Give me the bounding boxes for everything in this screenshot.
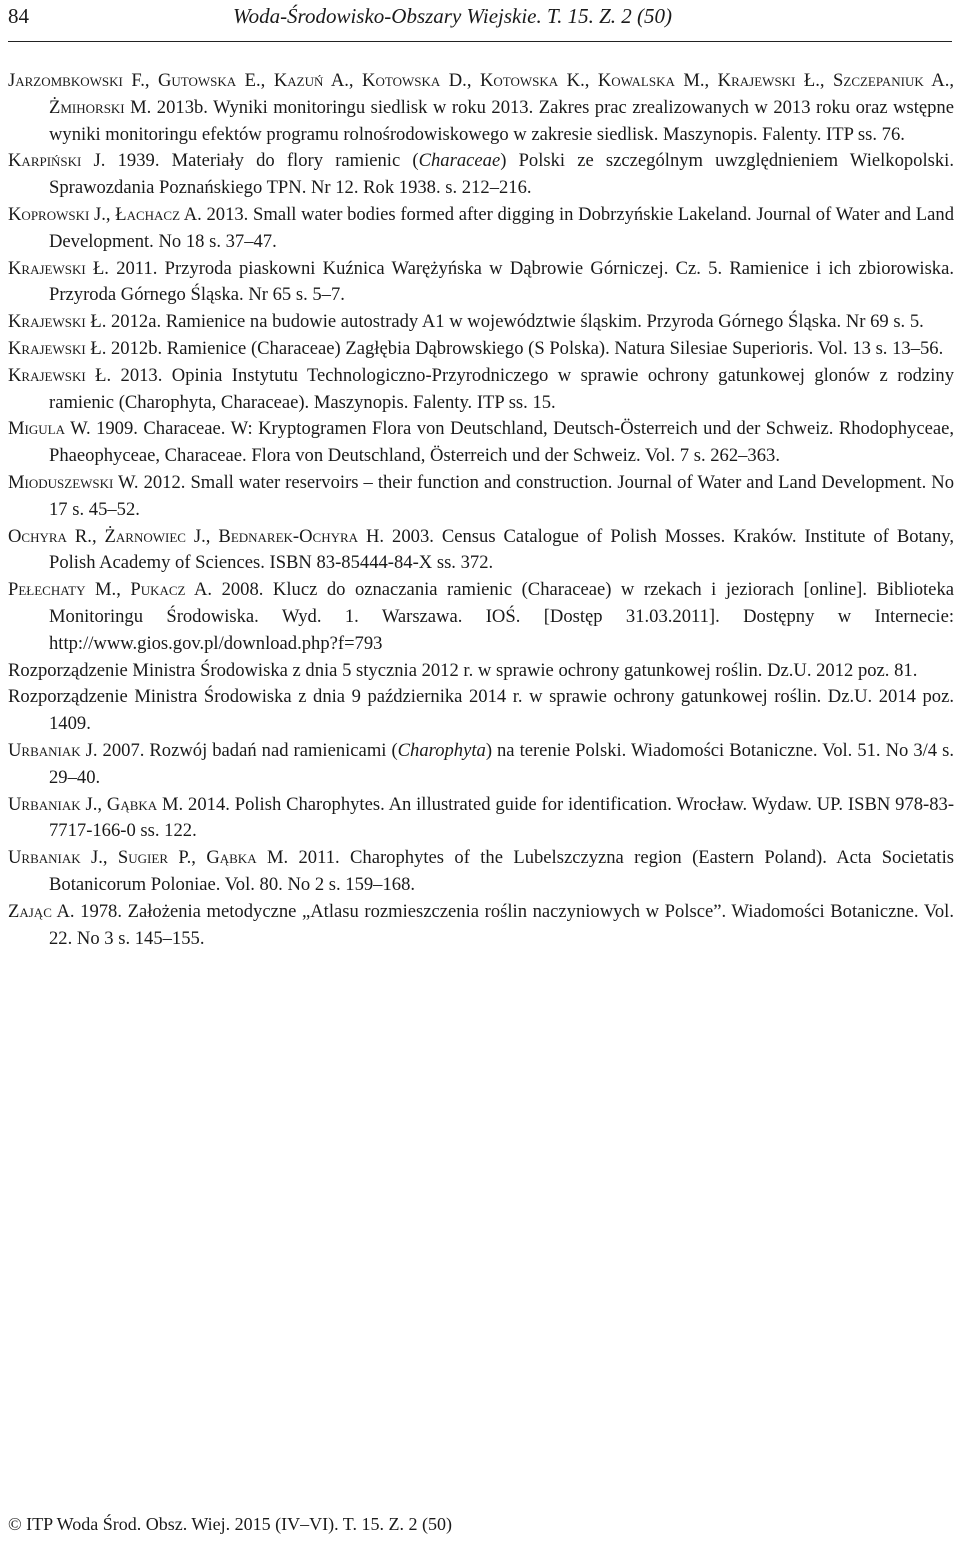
reference-authors: Krajewski Ł.: [8, 364, 112, 386]
page-footer: [8, 1514, 452, 1535]
reference-details: 2008. Klucz do oznaczania ramienic (Characeae) w rzekach i jeziorach [online]. Biblioteka Monitoringu Środowiska. Wyd. 1. Warszawa. IOŚ. [Dostęp 31.03.2011]. Dostępny w Internecie: http://www.gios.gov.pl/download.php?f=793: [49, 579, 954, 654]
reference-item: [8, 68, 954, 148]
reference-details: 1978. Założenia metodyczne „Atlasu rozmieszczenia roślin naczyniowych w Polsce”. Wiadomości Botaniczne. Vol. 22. No 3 s. 145–155.: [49, 900, 954, 949]
reference-details: ) na terenie Polski. Wiadomości Botaniczne. Vol. 51. No 3/4 s. 29–40.: [49, 739, 954, 788]
reference-details: 2012. Small water reservoirs – their function and construction. Journal of Water and Land Development. No 17 s. 45–52.: [49, 471, 954, 520]
reference-authors: Krajewski Ł.: [8, 257, 109, 279]
reference-item: [8, 256, 954, 310]
reference-list: [8, 68, 954, 952]
reference-authors: Pełechaty M., Pukacz A.: [8, 579, 213, 601]
reference-details: 1939. Materiały do flory ramienic (: [105, 150, 419, 172]
reference-details: ) Polski ze szczególnym uwzględnieniem Wielkopolski. Sprawozdania Poznańskiego TPN. Nr 12. Rok 1938. s. 212–216.: [49, 150, 954, 199]
reference-item: [8, 363, 954, 417]
reference-authors: Mioduszewski W.: [8, 471, 139, 493]
reference-authors: Urbaniak J.: [8, 739, 98, 761]
reference-authors: Jarzombkowski F., Gutowska E., Kazuń A., Kotowska D., Kotowska K., Kowalska M., Krajewski Ł., Szczepaniuk A., Żmihorski M.: [8, 70, 954, 118]
reference-authors: Karpiński J.: [8, 150, 106, 172]
reference-authors: Zając A.: [8, 900, 75, 922]
reference-details: 1909. Characeae. W: Kryptogramen Flora von Deutschland, Deutsch-Österreich und der Schweiz. Rhodophyceae, Phaeophyceae, Characeae. Flora von Deutschland, Österreich und der Schweiz. Vol. 7 s. 262–363.: [49, 418, 954, 467]
reference-item: [8, 658, 954, 685]
reference-details: 2007. Rozwój badań nad ramienicami (: [97, 739, 398, 761]
copyright-notice: © ITP Woda Środ. Obsz. Wiej. 2015 (IV–VI). T. 15. Z. 2 (50): [8, 1514, 452, 1534]
reference-details: 2011. Przyroda piaskowni Kuźnica Warężyńska w Dąbrowie Górniczej. Cz. 5. Ramienice i ich zbiorowiska. Przyroda Górnego Śląska. Nr 65 s. 5–7.: [49, 257, 955, 306]
reference-item: [8, 684, 954, 738]
reference-details: 2011. Charophytes of the Lubelszczyzna region (Eastern Poland). Acta Societatis Botanicorum Poloniae. Vol. 80. No 2 s. 159–168.: [49, 847, 954, 895]
header-rule: [8, 41, 952, 42]
reference-item: [8, 845, 954, 899]
reference-details: 2003. Census Catalogue of Polish Mosses. Kraków. Institute of Botany, Polish Academy of Sciences. ISBN 83-85444-84-X ss. 372.: [49, 525, 954, 574]
page-header: [8, 4, 952, 38]
reference-details: 2012b. Ramienice (Characeae) Zagłębia Dąbrowskiego (S Polska). Natura Silesiae Superioris. Vol. 13 s. 13–56.: [106, 337, 944, 359]
reference-item: [8, 792, 954, 846]
reference-item: [8, 524, 954, 578]
page-number: 84: [8, 4, 29, 28]
reference-item: [8, 309, 954, 336]
reference-item: [8, 148, 954, 202]
reference-item: [8, 899, 954, 953]
reference-authors: Ochyra R., Żarnowiec J., Bednarek-Ochyra H.: [8, 525, 385, 547]
journal-running-head: Woda-Środowisko-Obszary Wiejskie. T. 15. Z. 2 (50): [233, 4, 673, 28]
reference-item: [8, 202, 954, 256]
reference-item: [8, 336, 954, 363]
reference-details: Rozporządzenie Ministra Środowiska z dnia 9 października 2014 r. w sprawie ochrony gatunkowej roślin. Dz.U. 2014 poz. 1409.: [8, 686, 954, 735]
reference-authors: Migula W.: [8, 418, 91, 440]
reference-authors: Urbaniak J., Gąbka M.: [8, 793, 184, 815]
reference-item: [8, 470, 954, 524]
reference-taxon: Characeae: [418, 150, 501, 172]
reference-authors: Krajewski Ł.: [8, 337, 107, 359]
reference-details: 2014. Polish Charophytes. An illustrated guide for identification. Wrocław. Wydaw. UP. ISBN 978-83-7717-166-0 ss. 122.: [49, 793, 955, 842]
reference-details: Rozporządzenie Ministra Środowiska z dnia 5 stycznia 2012 r. w sprawie ochrony gatunkowej roślin. Dz.U. 2012 poz. 81.: [8, 659, 918, 681]
reference-details: 2013. Opinia Instytutu Technologiczno-Przyrodniczego w sprawie ochrony gatunkowej glonów z rodziny ramienic (Charophyta, Characeae). Maszynopis. Falenty. ITP ss. 15.: [49, 364, 954, 413]
reference-taxon: Charophyta: [397, 739, 486, 761]
reference-item: [8, 738, 954, 792]
reference-authors: Krajewski Ł.: [8, 311, 107, 333]
reference-item: [8, 577, 954, 657]
reference-item: [8, 416, 954, 470]
reference-authors: Koprowski J., Łachacz A.: [8, 203, 202, 225]
reference-authors: Urbaniak J., Sugier P., Gąbka M.: [8, 847, 289, 869]
reference-details: 2013. Small water bodies formed after digging in Dobrzyńskie Lakeland. Journal of Water and Land Development. No 18 s. 37–47.: [49, 203, 954, 252]
reference-details: 2012a. Ramienice na budowie autostrady A1 w województwie śląskim. Przyroda Górnego Śląska. Nr 69 s. 5.: [106, 311, 924, 333]
reference-details: 2013b. Wyniki monitoringu siedlisk w roku 2013. Zakres prac zrealizowanych w 2013 roku oraz wstępne wyniki monitoringu efektów programu rolnośrodowiskowego w zakresie siedlisk. Maszynopis. Falenty. ITP ss. 76.: [49, 96, 954, 145]
